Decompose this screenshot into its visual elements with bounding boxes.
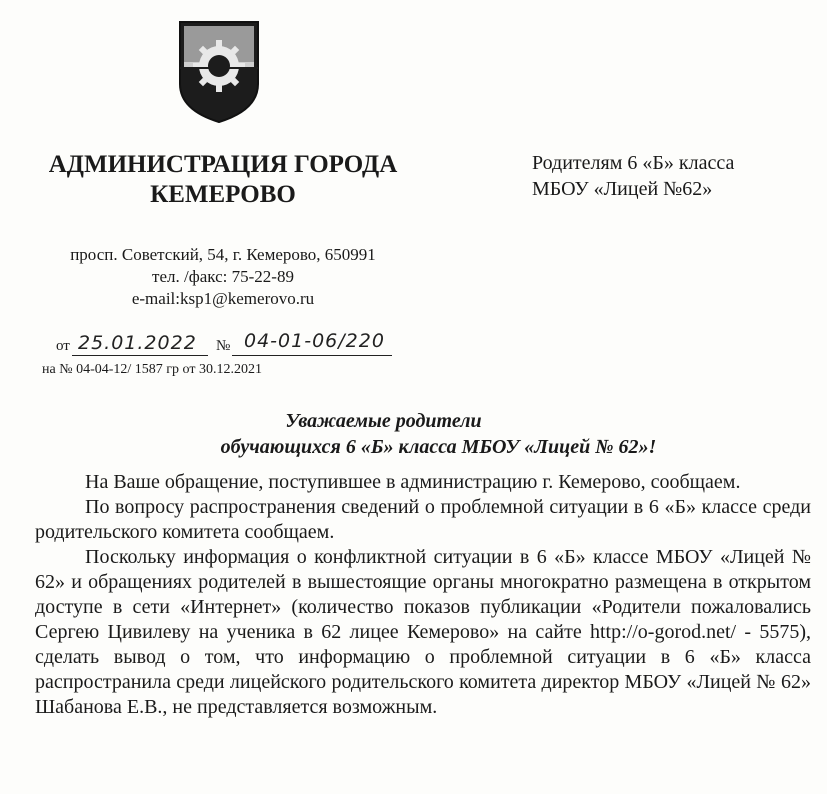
letter-body <box>35 470 811 720</box>
org-line-1: АДМИНИСТРАЦИЯ ГОРОДА <box>48 151 398 178</box>
handwritten-number: 04-01-06/220 <box>244 330 385 352</box>
registration-line <box>56 330 416 358</box>
address-street: просп. Советский, 54, г. Кемерово, 650991 <box>70 245 376 264</box>
org-line-2: КЕМЕРОВО <box>150 181 296 208</box>
from-label: от <box>56 338 70 354</box>
date-underline <box>72 355 208 356</box>
greeting-line-2: обучающихся 6 «Б» класса МБОУ «Лицей № 62»! <box>220 436 657 458</box>
paragraph-3: Поскольку информация о конфликтной ситуации в 6 «Б» классе МБОУ «Лицей № 62» и обращениях родителей в вышестоящие органы многократно размещена в открытом доступе в сети «Интернет» (количество показов публикации «Родители пожаловались Сергею Цивилеву на ученика в 62 лицее Кемерово» на сайте http://o-gorod.net/ - 5575), сделать вывод о том, что информацию о проблемной ситуации в 6 «Б» класса распространила среди лицейского родительского комитета директор МБОУ «Лицей № 62» Шабанова Е.В., не представляется возможным. <box>35 546 811 718</box>
kemerovo-coat-of-arms-icon <box>176 18 262 126</box>
address-email: e-mail:ksp1@kemerovo.ru <box>131 289 315 308</box>
addressee-line-2: МБОУ «Лицей №62» <box>532 178 713 200</box>
paragraph-1: На Ваше обращение, поступившее в администрацию г. Кемерово, сообщаем. <box>85 471 741 493</box>
address-block <box>18 244 428 310</box>
reference-number: на № 04-04-12/ 1587 гр от 30.12.2021 <box>42 362 262 377</box>
paragraph-2: По вопросу распространения сведений о проблемной ситуации в 6 «Б» классе среди родительского комитета сообщаем. <box>35 496 811 543</box>
address-phone: тел. /факс: 75-22-89 <box>152 267 294 286</box>
organization-name <box>18 150 428 210</box>
addressee-block <box>532 150 822 202</box>
greeting-line-1: Уважаемые родители <box>285 410 482 432</box>
greeting <box>0 408 827 460</box>
handwritten-date: 25.01.2022 <box>78 332 197 354</box>
number-underline <box>232 355 392 356</box>
addressee-line-1: Родителям 6 «Б» класса <box>532 152 735 174</box>
number-label: № <box>216 338 231 354</box>
